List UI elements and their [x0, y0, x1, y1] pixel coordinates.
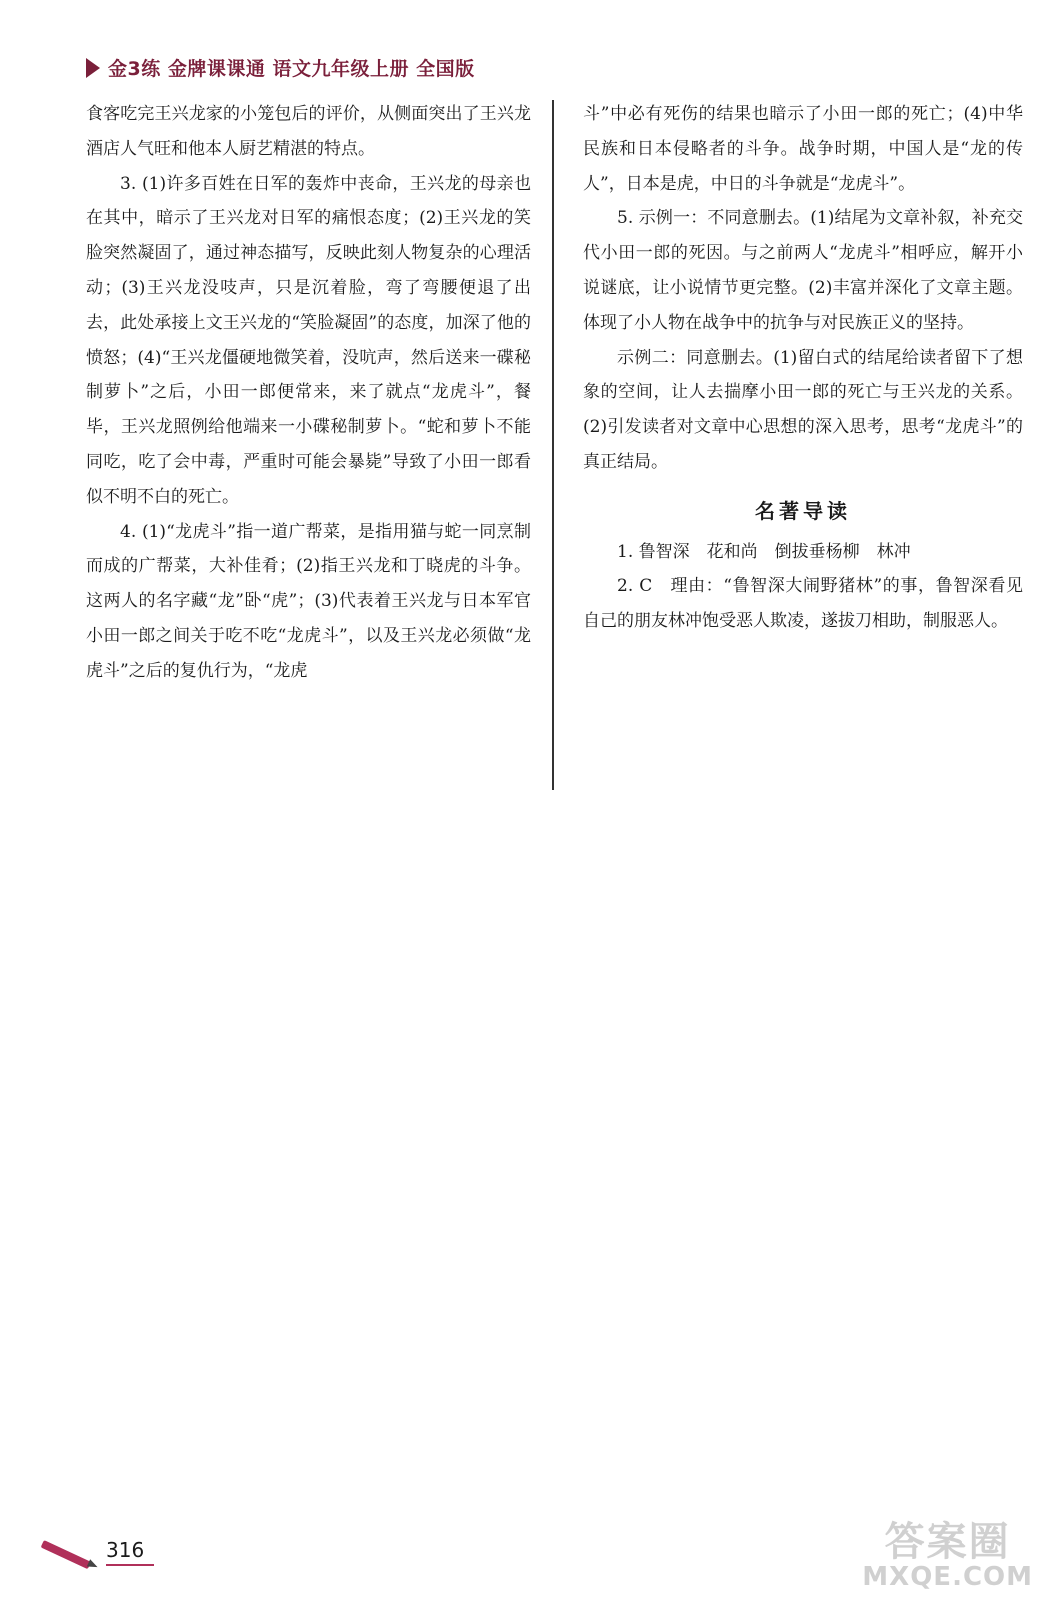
answer-5-example-1: 5. 示例一：不同意删去。(1)结尾为文章补叙，补充交代小田一郎的死因。与之前两人“龙虎斗”相呼应，解开小说谜底，让小说情节更完整。(2)丰富并深化了文章主题。体现了小人物在战争中的抗争与对民族正义的坚持。 — [583, 208, 1023, 333]
page-footer — [44, 1538, 154, 1566]
paragraph: 食客吃完王兴龙家的小笼包后的评价，从侧面突出了王兴龙酒店人气旺和他本人厨艺精湛的特点。 — [86, 104, 531, 159]
right-column — [583, 97, 1023, 639]
section-title: 名著导读 — [755, 498, 851, 523]
page-header — [86, 54, 475, 81]
pencil-icon — [44, 1538, 102, 1566]
header-title: 金3练 金牌课课通 语文九年级上册 全国版 — [108, 58, 475, 80]
watermark-text: 答案圈 — [884, 1519, 1011, 1565]
watermark-logo — [862, 1521, 1033, 1591]
answer-4: 4. (1)“龙虎斗”指一道广帮菜，是指用猫与蛇一同烹制而成的广帮菜，大补佳肴；(2)指王兴龙和丁晓虎的斗争。这两人的名字藏“龙”卧“虎”；(3)代表着王兴龙与日本军官小田一郎之间关于吃不吃“龙虎斗”，以及王兴龙必须做“龙虎斗”之后的复仇行为，“龙虎 — [86, 521, 531, 681]
watermark-url: MXQE.COM — [862, 1562, 1033, 1592]
answer-3: 3. (1)许多百姓在日军的轰炸中丧命，王兴龙的母亲也在其中，暗示了王兴龙对日军的痛恨态度；(2)王兴龙的笑脸突然凝固了，通过神态描写，反映此刻人物复杂的心理活动；(3)王兴龙没吱声，只是沉着脸，弯了弯腰便退了出去，此处承接上文王兴龙的“笑脸凝固”的态度，加深了他的愤怒；(4)“王兴龙僵硬地微笑着，没吭声，然后送来一碟秘制萝卜”之后，小田一郎便常来，来了就点“龙虎斗”，餐毕，王兴龙照例给他端来一小碟秘制萝卜。“蛇和萝卜不能同吃，吃了会中毒，严重时可能会暴毙”导致了小田一郎看似不明不白的死亡。 — [86, 173, 531, 507]
page-number: 316 — [106, 1538, 154, 1566]
triangle-bullet-icon — [86, 58, 100, 78]
classic-reading-answer-1: 1. 鲁智深 花和尚 倒拔垂杨柳 林冲 — [617, 541, 911, 562]
answer-5-example-2: 示例二：同意删去。(1)留白式的结尾给读者留下了想象的空间，让人去揣摩小田一郎的死亡与王兴龙的关系。(2)引发读者对文章中心思想的深入思考，思考“龙虎斗”的真正结局。 — [583, 347, 1023, 472]
left-column — [86, 97, 531, 689]
paragraph: 斗”中必有死伤的结果也暗示了小田一郎的死亡；(4)中华民族和日本侵略者的斗争。战争时期，中国人是“龙的传人”，日本是虎，中日的斗争就是“龙虎斗”。 — [583, 104, 1023, 194]
column-divider — [552, 100, 554, 790]
classic-reading-answer-2: 2. C 理由：“鲁智深大闹野猪林”的事，鲁智深看见自己的朋友林冲饱受恶人欺凌，遂拔刀相助，制服恶人。 — [583, 576, 1023, 632]
